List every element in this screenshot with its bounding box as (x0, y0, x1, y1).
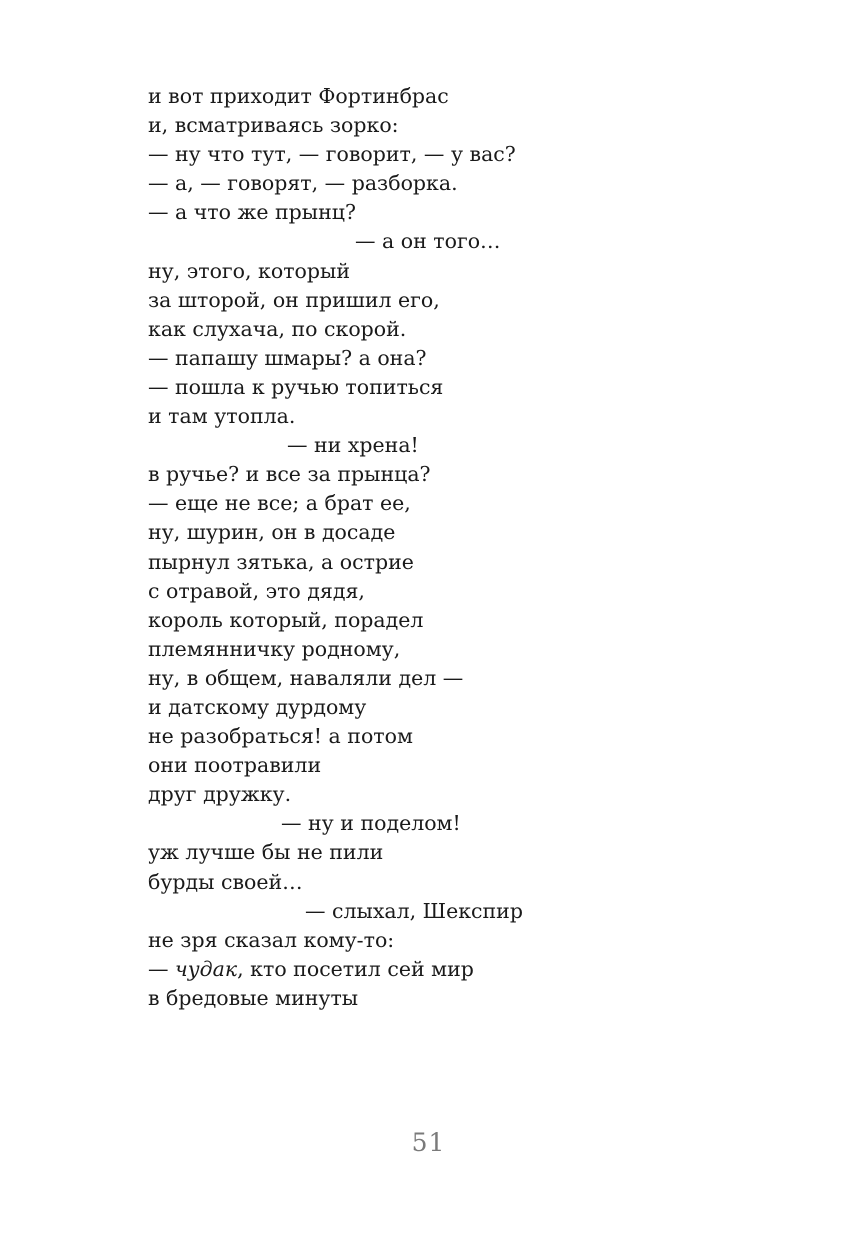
poem-line: и вот приходит Фортинбрас (148, 84, 449, 108)
poem-line-indented: — слыхал, Шекспир (305, 898, 523, 923)
poem-line-rest: , кто посетил сей мир (237, 956, 474, 981)
poem-line: ну, в общем, наваляли дел — (148, 665, 464, 690)
poem-line: как слухача, по скорой. (148, 316, 407, 341)
poem-line: с отравой, это дядя, (148, 578, 365, 603)
poem-line: и датскому дурдому (148, 694, 367, 719)
page-number: 51 (411, 1128, 446, 1157)
poem-line: бурды своей… (148, 869, 303, 894)
poem-line: в ручье? и все за прынца? (148, 462, 431, 487)
poem-line: друг дружку. (148, 782, 292, 807)
poem-line-indented: — а он того… (355, 229, 501, 254)
poem-line (148, 955, 748, 984)
poem-line: — ну что тут, — говорит, — у вас? (148, 142, 516, 167)
poem-line: — пошла к ручью топиться (148, 374, 444, 399)
poem-line: ну, шурин, он в досаде (148, 520, 396, 545)
poem-line: пырнул зятька, а острие (148, 549, 414, 574)
poem-line: за шторой, он пришил его, (148, 287, 440, 312)
poem-line: — а что же прынц? (148, 200, 356, 225)
poem-text (148, 82, 748, 1013)
poem-line: не разобраться! а потом (148, 724, 413, 749)
poem-line: и там утопла. (148, 404, 296, 429)
poem-line: не зря сказал кому-то: (148, 927, 395, 952)
poem-line: племянничку родному, (148, 636, 401, 661)
poem-dash: — (148, 956, 176, 981)
poem-line: король который, порадел (148, 607, 424, 632)
poem-line: — а, — говорят, — разборка. (148, 171, 458, 196)
poem-italic-word: чудак (175, 956, 238, 981)
poem-line: и, всматриваясь зорко: (148, 113, 399, 138)
poem-line: — еще не все; а брат ее, (148, 491, 411, 516)
poem-line-indented: — ну и поделом! (281, 811, 461, 836)
poem-line: уж лучше бы не пили (148, 840, 384, 865)
poem-line: они поотравили (148, 753, 322, 778)
poem-line: в бредовые минуты (148, 985, 359, 1010)
poem-line-indented: — ни хрена! (287, 433, 419, 458)
poem-line: ну, этого, который (148, 258, 350, 283)
poem-line: — папашу шмары? а она? (148, 345, 427, 370)
